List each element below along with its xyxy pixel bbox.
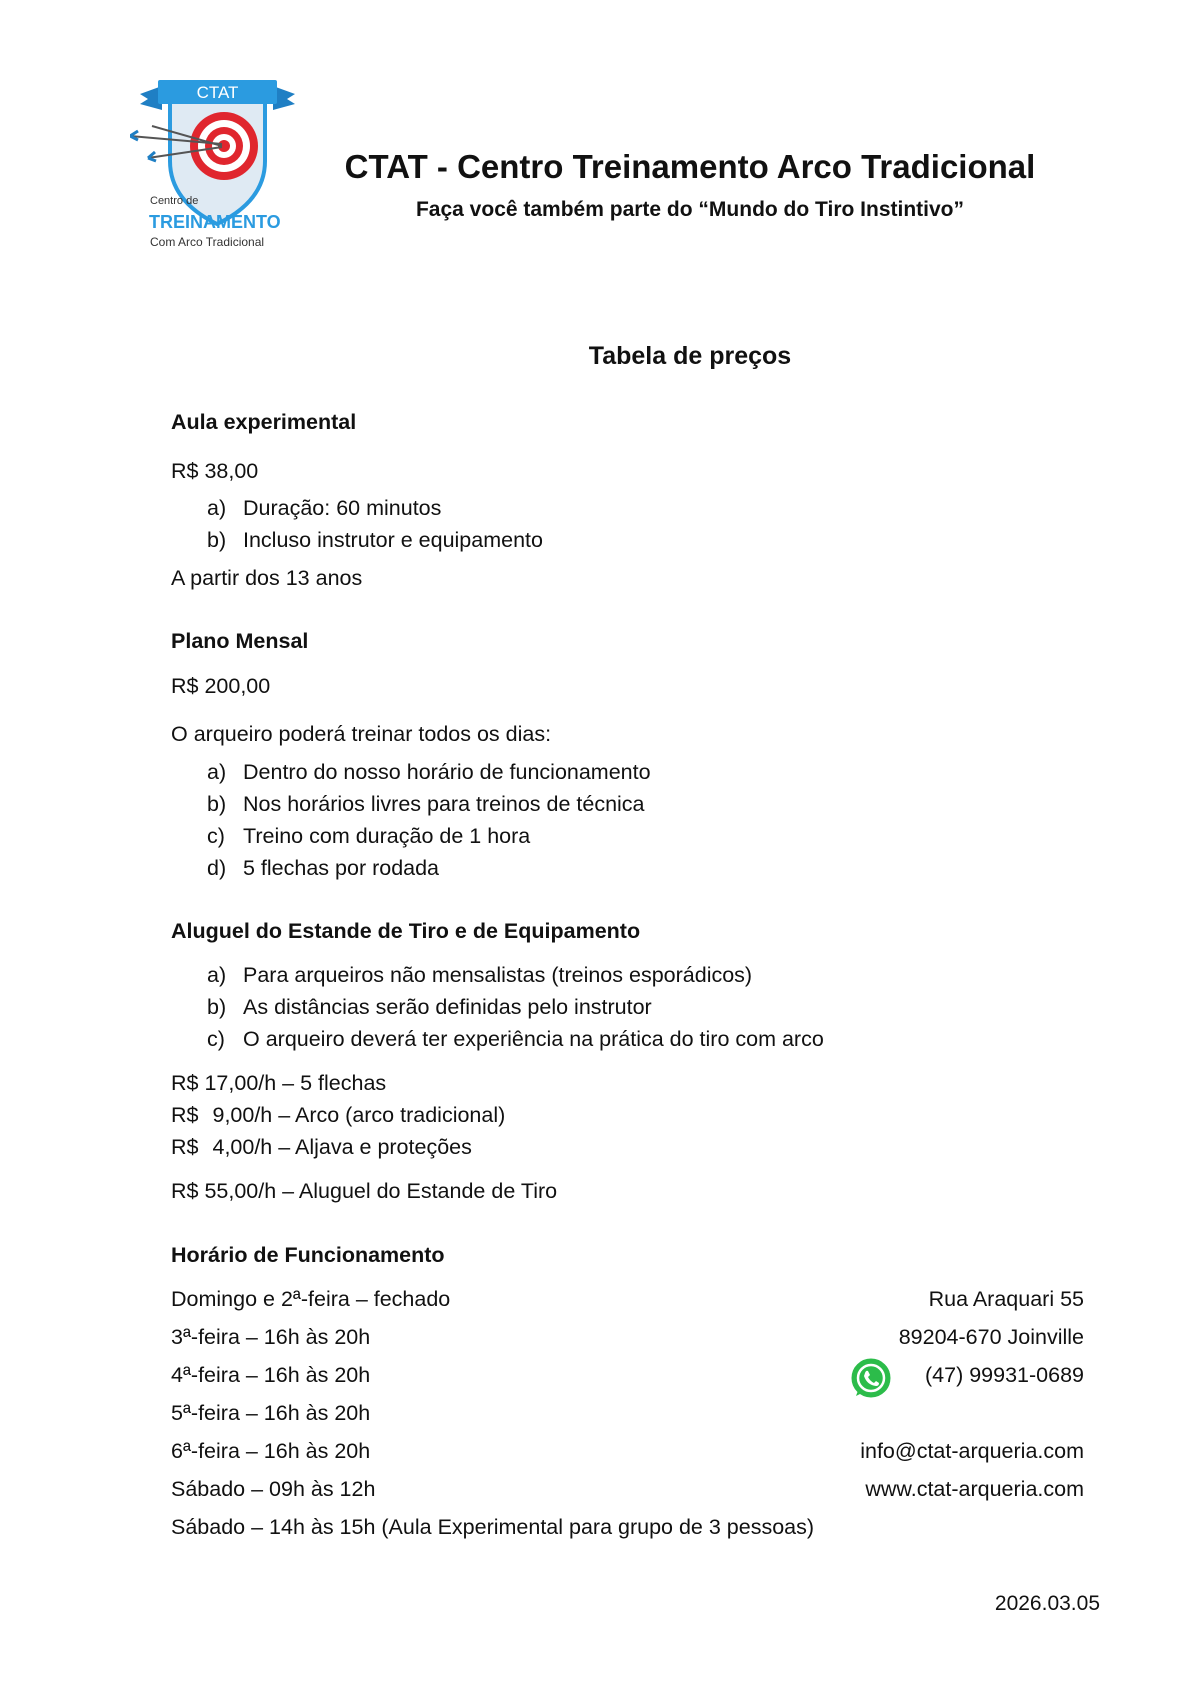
schedule-row: Sábado – 14h às 15h (Aula Experimental para grupo de 3 pessoas) bbox=[171, 1515, 815, 1539]
horario-heading: Horário de Funcionamento bbox=[171, 1243, 445, 1267]
plano-intro: O arqueiro poderá treinar todos os dias: bbox=[171, 722, 552, 746]
list-item bbox=[207, 528, 543, 553]
price-currency: R$ bbox=[171, 1135, 199, 1159]
schedule-row: Domingo e 2ª-feira – fechado bbox=[171, 1287, 451, 1311]
logo-line-2: TREINAMENTO bbox=[149, 212, 281, 232]
price-value: 17,00/h – 5 flechas bbox=[204, 1071, 387, 1095]
list-item bbox=[207, 963, 752, 988]
list-item bbox=[207, 824, 530, 849]
list-text: O arqueiro deverá ter experiência na prática do tiro com arco bbox=[243, 1027, 824, 1051]
list-item bbox=[207, 496, 441, 521]
price-currency: R$ bbox=[171, 1071, 199, 1095]
schedule-row: Sábado – 09h às 12h bbox=[171, 1477, 376, 1501]
document-date: 2026.03.05 bbox=[994, 1592, 1100, 1615]
list-marker: d) bbox=[207, 856, 227, 880]
price-row bbox=[171, 1135, 472, 1160]
list-marker: b) bbox=[207, 792, 227, 816]
list-marker: a) bbox=[207, 760, 227, 784]
brand-subtitle: Faça você também parte do “Mundo do Tiro Instintivo” bbox=[415, 198, 964, 221]
list-text: Nos horários livres para treinos de técnica bbox=[243, 792, 645, 816]
plano-heading: Plano Mensal bbox=[171, 629, 309, 653]
price-value: 9,00/h – Arco (arco tradicional) bbox=[212, 1103, 506, 1127]
contact-street: Rua Araquari 55 bbox=[928, 1287, 1084, 1311]
ctat-logo bbox=[130, 76, 305, 276]
list-text: 5 flechas por rodada bbox=[243, 856, 440, 880]
schedule-row: 3ª-feira – 16h às 20h bbox=[171, 1325, 371, 1349]
price-currency: R$ bbox=[171, 1103, 199, 1127]
list-marker: b) bbox=[207, 528, 227, 552]
doc-title: Tabela de preços bbox=[588, 342, 792, 370]
contact-email[interactable]: info@ctat-arqueria.com bbox=[860, 1439, 1084, 1463]
logo-line-1: Centro de bbox=[150, 195, 199, 207]
list-marker: c) bbox=[207, 1027, 225, 1051]
list-marker: c) bbox=[207, 824, 225, 848]
aluguel-heading: Aluguel do Estande de Tiro e de Equipamento bbox=[171, 919, 641, 943]
list-item bbox=[207, 792, 645, 817]
aula-note: A partir dos 13 anos bbox=[171, 566, 363, 590]
list-item bbox=[207, 760, 651, 785]
list-item bbox=[207, 995, 652, 1020]
schedule-row: 5ª-feira – 16h às 20h bbox=[171, 1401, 371, 1425]
schedule-row: 4ª-feira – 16h às 20h bbox=[171, 1363, 371, 1387]
contact-phone[interactable]: (47) 99931-0689 bbox=[925, 1363, 1084, 1387]
list-item bbox=[207, 856, 439, 881]
list-marker: b) bbox=[207, 995, 227, 1019]
list-text: Treino com duração de 1 hora bbox=[243, 824, 531, 848]
price-row bbox=[171, 1071, 386, 1096]
aula-price: R$ 38,00 bbox=[171, 459, 259, 483]
estande-price: R$ 55,00/h – Aluguel do Estande de Tiro bbox=[171, 1179, 558, 1203]
brand-title: CTAT - Centro Treinamento Arco Tradicional bbox=[344, 148, 1036, 185]
contact-website[interactable]: www.ctat-arqueria.com bbox=[865, 1477, 1084, 1501]
plano-price: R$ 200,00 bbox=[171, 674, 271, 698]
schedule-row: 6ª-feira – 16h às 20h bbox=[171, 1439, 371, 1463]
price-row bbox=[171, 1103, 505, 1128]
aula-heading: Aula experimental bbox=[171, 410, 357, 434]
list-item bbox=[207, 1027, 824, 1052]
contact-city: 89204-670 Joinville bbox=[898, 1325, 1084, 1349]
price-value: 4,00/h – Aljava e proteções bbox=[212, 1135, 472, 1159]
logo-line-3: Com Arco Tradicional bbox=[150, 235, 265, 249]
logo-banner-text: CTAT bbox=[196, 83, 239, 102]
list-text: Para arqueiros não mensalistas (treinos esporádicos) bbox=[243, 963, 753, 987]
list-marker: a) bbox=[207, 496, 227, 520]
list-marker: a) bbox=[207, 963, 227, 987]
list-text: As distâncias serão definidas pelo instrutor bbox=[243, 995, 652, 1019]
list-text: Dentro do nosso horário de funcionamento bbox=[243, 760, 651, 784]
list-text: Incluso instrutor e equipamento bbox=[243, 528, 543, 552]
list-text: Duração: 60 minutos bbox=[243, 496, 442, 520]
